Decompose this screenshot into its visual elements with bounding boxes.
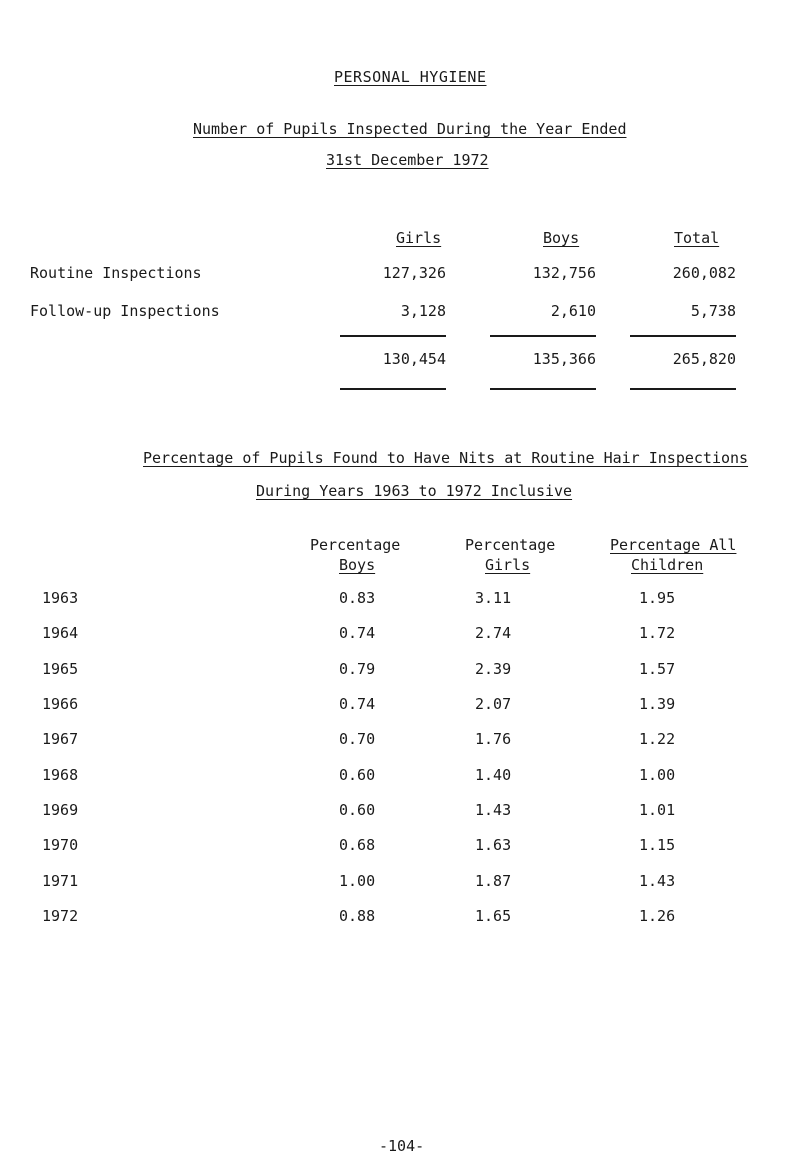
rule-girls-top	[340, 335, 446, 337]
girls-pct: 1.40	[475, 766, 512, 784]
year-label: 1964	[42, 624, 79, 642]
year-label: 1969	[42, 801, 79, 819]
boys-pct: 0.60	[339, 766, 376, 784]
year-label: 1971	[42, 872, 79, 890]
all-pct: 1.43	[639, 872, 676, 890]
all-pct: 1.72	[639, 624, 676, 642]
col-header-girls-line1: Percentage	[465, 536, 556, 554]
boys-pct: 1.00	[339, 872, 376, 890]
all-pct: 1.01	[639, 801, 676, 819]
boys-pct: 0.83	[339, 589, 376, 607]
girls-pct: 3.11	[475, 589, 512, 607]
followup-total: 5,738	[690, 302, 736, 320]
section2-heading: Percentage of Pupils Found to Have Nits at Routine Hair Inspections	[143, 449, 749, 467]
year-label: 1967	[42, 730, 79, 748]
girls-pct: 1.65	[475, 907, 512, 925]
followup-boys: 2,610	[550, 302, 596, 320]
all-pct: 1.39	[639, 695, 676, 713]
col-header-boys: Boys	[543, 229, 580, 247]
row-label-routine: Routine Inspections	[30, 264, 202, 282]
all-pct: 1.22	[639, 730, 676, 748]
rule-boys-bottom	[490, 388, 596, 390]
col-header-boys-line2: Boys	[339, 556, 376, 574]
year-label: 1965	[42, 660, 79, 678]
section2-subheading: During Years 1963 to 1972 Inclusive	[256, 482, 573, 500]
section1-heading: Number of Pupils Inspected During the Year Ended	[193, 120, 627, 138]
all-pct: 1.26	[639, 907, 676, 925]
girls-pct: 1.87	[475, 872, 512, 890]
page-number: -104-	[379, 1137, 425, 1155]
girls-pct: 1.76	[475, 730, 512, 748]
boys-pct: 0.88	[339, 907, 376, 925]
year-label: 1966	[42, 695, 79, 713]
rule-total-bottom	[630, 388, 736, 390]
all-pct: 1.95	[639, 589, 676, 607]
routine-boys: 132,756	[532, 264, 596, 282]
girls-pct: 2.74	[475, 624, 512, 642]
col-header-girls-line2: Girls	[485, 556, 531, 574]
boys-pct: 0.60	[339, 801, 376, 819]
total-boys: 135,366	[532, 350, 596, 368]
boys-pct: 0.74	[339, 624, 376, 642]
year-label: 1963	[42, 589, 79, 607]
all-pct: 1.15	[639, 836, 676, 854]
year-label: 1968	[42, 766, 79, 784]
rule-total-top	[630, 335, 736, 337]
year-label: 1972	[42, 907, 79, 925]
routine-total: 260,082	[672, 264, 736, 282]
boys-pct: 0.74	[339, 695, 376, 713]
all-pct: 1.57	[639, 660, 676, 678]
routine-girls: 127,326	[382, 264, 446, 282]
page-title: PERSONAL HYGIENE	[334, 68, 487, 86]
girls-pct: 2.07	[475, 695, 512, 713]
girls-pct: 2.39	[475, 660, 512, 678]
girls-pct: 1.63	[475, 836, 512, 854]
total-total: 265,820	[672, 350, 736, 368]
section1-subheading: 31st December 1972	[326, 151, 489, 169]
col-header-girls: Girls	[396, 229, 442, 247]
col-header-total: Total	[674, 229, 720, 247]
row-label-followup: Follow-up Inspections	[30, 302, 220, 320]
boys-pct: 0.70	[339, 730, 376, 748]
all-pct: 1.00	[639, 766, 676, 784]
boys-pct: 0.79	[339, 660, 376, 678]
girls-pct: 1.43	[475, 801, 512, 819]
col-header-all-line1: Percentage All	[610, 536, 737, 554]
rule-girls-bottom	[340, 388, 446, 390]
boys-pct: 0.68	[339, 836, 376, 854]
rule-boys-top	[490, 335, 596, 337]
total-girls: 130,454	[382, 350, 446, 368]
col-header-all-line2: Children	[631, 556, 704, 574]
col-header-boys-line1: Percentage	[310, 536, 401, 554]
year-label: 1970	[42, 836, 79, 854]
followup-girls: 3,128	[400, 302, 446, 320]
